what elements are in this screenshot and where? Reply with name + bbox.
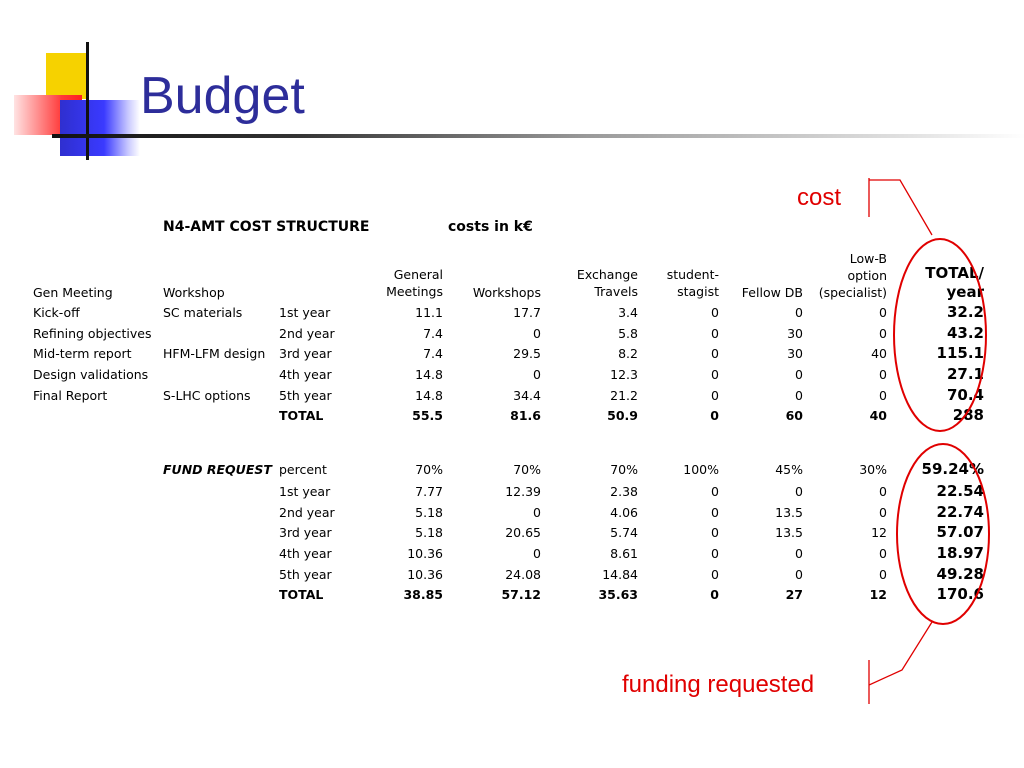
cost-callout-line xyxy=(869,178,932,235)
cost-total-exchange-travels: 50.9 xyxy=(607,408,638,423)
cost-total-label: TOTAL xyxy=(279,408,324,423)
funding-total-circle xyxy=(897,444,989,624)
cost-row-4-fellow-db: 0 xyxy=(795,367,803,382)
cost-row-2-fellow-db: 30 xyxy=(787,326,803,341)
fund-row-1-exchange-travels: 2.38 xyxy=(610,484,638,499)
cost-row-3-student-stagist: 0 xyxy=(711,346,719,361)
table-units: costs in k€ xyxy=(448,219,533,235)
fund-total-low-b-option: 12 xyxy=(869,587,887,602)
cost-row-4-total: 27.1 xyxy=(946,365,984,383)
fund-request-label: FUND REQUEST xyxy=(163,464,272,477)
fund-row-2-exchange-travels: 4.06 xyxy=(610,505,638,520)
fund-row-4-workshops: 0 xyxy=(533,546,541,561)
cost-row-5-general-meetings: 14.8 xyxy=(415,388,443,403)
cost-row-2-low-b-option: 0 xyxy=(879,326,887,341)
fund-row-3-general-meetings: 5.18 xyxy=(415,525,443,540)
cost-row-5-fellow-db: 0 xyxy=(795,388,803,403)
cost-row-4-low-b-option: 0 xyxy=(879,367,887,382)
fund-row-4-fellow-db: 0 xyxy=(795,546,803,561)
percent-row-student-stagist: 100% xyxy=(683,462,719,477)
cost-row-2-workshops: 0 xyxy=(533,326,541,341)
fund-row-5-low-b-option: 0 xyxy=(879,567,887,582)
fund-row-1-low-b-option: 0 xyxy=(879,484,887,499)
header-student-stagist-1: student- xyxy=(666,267,719,282)
fund-row-3-workshops: 20.65 xyxy=(505,525,541,540)
cost-row-year: 2nd year xyxy=(279,326,335,341)
fund-row-5-general-meetings: 10.36 xyxy=(407,567,443,582)
fund-row-2-fellow-db: 13.5 xyxy=(775,505,803,520)
funding-callout-line xyxy=(869,622,932,704)
fund-row-1-general-meetings: 7.77 xyxy=(415,484,443,499)
fund-row-5-student-stagist: 0 xyxy=(711,567,719,582)
cost-total-fellow-db: 60 xyxy=(785,408,803,423)
cost-row-milestone: Final Report xyxy=(33,388,108,403)
cost-row-5-low-b-option: 0 xyxy=(879,388,887,403)
cost-row-year: 1st year xyxy=(279,305,331,320)
cost-row-3-workshops: 29.5 xyxy=(513,346,541,361)
cost-total-workshops: 81.6 xyxy=(510,408,541,423)
cost-row-3-general-meetings: 7.4 xyxy=(423,346,443,361)
percent-row-exchange-travels: 70% xyxy=(610,462,638,477)
fund-total-exchange-travels: 35.63 xyxy=(598,587,638,602)
fund-row-year: 5th year xyxy=(279,567,332,582)
fund-row-1-total: 22.54 xyxy=(936,482,984,500)
cost-row-workshop: S-LHC options xyxy=(163,388,251,403)
cost-row-milestone: Design validations xyxy=(33,367,149,382)
cost-row-4-student-stagist: 0 xyxy=(711,367,719,382)
percent-row-total: 59.24% xyxy=(921,460,984,478)
cost-total-circle xyxy=(894,239,986,431)
cost-row-milestone: Kick-off xyxy=(33,305,80,320)
fund-row-2-low-b-option: 0 xyxy=(879,505,887,520)
cost-row-2-total: 43.2 xyxy=(946,324,984,342)
fund-row-2-workshops: 0 xyxy=(533,505,541,520)
cost-total-general-meetings: 55.5 xyxy=(412,408,443,423)
cost-row-workshop: SC materials xyxy=(163,305,243,320)
header-general-meetings-2: Meetings xyxy=(386,284,443,299)
percent-row-label: percent xyxy=(279,462,327,477)
cost-total-low-b-option: 40 xyxy=(869,408,887,423)
fund-row-1-student-stagist: 0 xyxy=(711,484,719,499)
fund-row-2-student-stagist: 0 xyxy=(711,505,719,520)
cost-row-4-exchange-travels: 12.3 xyxy=(610,367,638,382)
cost-row-1-student-stagist: 0 xyxy=(711,305,719,320)
fund-row-year: 3rd year xyxy=(279,525,332,540)
fund-total-total: 170.6 xyxy=(936,585,984,603)
annotation-funding-requested: funding requested xyxy=(622,671,815,698)
fund-row-2-total: 22.74 xyxy=(936,503,984,521)
fund-row-1-workshops: 12.39 xyxy=(505,484,541,499)
fund-total-general-meetings: 38.85 xyxy=(403,587,443,602)
cost-row-year: 4th year xyxy=(279,367,332,382)
fund-row-year: 2nd year xyxy=(279,505,335,520)
header-fellow-db: Fellow DB xyxy=(741,285,803,300)
cost-row-year: 5th year xyxy=(279,388,332,403)
cost-row-3-exchange-travels: 8.2 xyxy=(618,346,638,361)
fund-row-5-exchange-travels: 14.84 xyxy=(602,567,638,582)
fund-row-4-student-stagist: 0 xyxy=(711,546,719,561)
cost-row-5-student-stagist: 0 xyxy=(711,388,719,403)
cost-row-milestone: Refining objectives xyxy=(33,326,152,341)
fund-row-year: 1st year xyxy=(279,484,331,499)
fund-row-3-exchange-travels: 5.74 xyxy=(610,525,638,540)
fund-row-4-low-b-option: 0 xyxy=(879,546,887,561)
cost-row-5-total: 70.4 xyxy=(946,386,984,404)
fund-row-3-total: 57.07 xyxy=(936,523,984,541)
header-general-meetings-1: General xyxy=(393,267,443,282)
cost-row-year: 3rd year xyxy=(279,346,332,361)
slide-title: Budget xyxy=(140,67,305,125)
cost-row-1-total: 32.2 xyxy=(946,303,984,321)
fund-row-3-low-b-option: 12 xyxy=(871,525,887,540)
cost-row-2-general-meetings: 7.4 xyxy=(423,326,443,341)
cost-row-1-fellow-db: 0 xyxy=(795,305,803,320)
fund-row-4-general-meetings: 10.36 xyxy=(407,546,443,561)
header-workshop: Workshop xyxy=(163,285,225,300)
header-total-year-1: TOTAL/ xyxy=(925,264,984,282)
cost-row-3-low-b-option: 40 xyxy=(871,346,887,361)
fund-row-1-fellow-db: 0 xyxy=(795,484,803,499)
cost-total-total: 288 xyxy=(952,406,984,424)
cost-row-3-total: 115.1 xyxy=(936,344,984,362)
header-exchange-travels-2: Travels xyxy=(594,284,638,299)
fund-total-fellow-db: 27 xyxy=(785,587,803,602)
fund-row-3-student-stagist: 0 xyxy=(711,525,719,540)
percent-row-low-b-option: 30% xyxy=(859,462,887,477)
cost-row-1-low-b-option: 0 xyxy=(879,305,887,320)
fund-row-4-exchange-travels: 8.61 xyxy=(610,546,638,561)
fund-total-workshops: 57.12 xyxy=(501,587,541,602)
fund-row-4-total: 18.97 xyxy=(936,544,984,562)
cost-row-5-workshops: 34.4 xyxy=(513,388,541,403)
header-total-year-2: year xyxy=(946,283,984,301)
header-exchange-travels-1: Exchange xyxy=(576,267,638,282)
header-low-b-3: (specialist) xyxy=(818,285,887,300)
cost-row-workshop: HFM-LFM design xyxy=(163,346,266,361)
cost-row-2-exchange-travels: 5.8 xyxy=(618,326,638,341)
fund-total-student-stagist: 0 xyxy=(710,587,719,602)
percent-row-workshops: 70% xyxy=(513,462,541,477)
fund-row-3-fellow-db: 13.5 xyxy=(775,525,803,540)
cost-row-1-general-meetings: 11.1 xyxy=(415,305,443,320)
annotation-cost: cost xyxy=(797,184,842,211)
cost-row-1-workshops: 17.7 xyxy=(513,305,541,320)
cost-row-1-exchange-travels: 3.4 xyxy=(618,305,638,320)
cost-row-5-exchange-travels: 21.2 xyxy=(610,388,638,403)
percent-row-fellow-db: 45% xyxy=(775,462,803,477)
table-heading: N4-AMT COST STRUCTURE xyxy=(163,219,370,235)
fund-row-2-general-meetings: 5.18 xyxy=(415,505,443,520)
header-low-b-2: option xyxy=(847,268,887,283)
fund-row-5-fellow-db: 0 xyxy=(795,567,803,582)
cost-row-milestone: Mid-term report xyxy=(33,346,132,361)
cost-total-student-stagist: 0 xyxy=(710,408,719,423)
cost-row-4-workshops: 0 xyxy=(533,367,541,382)
header-low-b-1: Low-B xyxy=(849,251,887,266)
cost-row-4-general-meetings: 14.8 xyxy=(415,367,443,382)
cost-row-2-student-stagist: 0 xyxy=(711,326,719,341)
fund-total-label: TOTAL xyxy=(279,587,324,602)
fund-row-year: 4th year xyxy=(279,546,332,561)
fund-row-5-total: 49.28 xyxy=(936,565,984,583)
percent-row-general-meetings: 70% xyxy=(415,462,443,477)
header-gen-meeting: Gen Meeting xyxy=(33,285,113,300)
cost-row-3-fellow-db: 30 xyxy=(787,346,803,361)
header-workshops: Workshops xyxy=(472,285,541,300)
fund-row-5-workshops: 24.08 xyxy=(505,567,541,582)
header-student-stagist-2: stagist xyxy=(677,284,719,299)
